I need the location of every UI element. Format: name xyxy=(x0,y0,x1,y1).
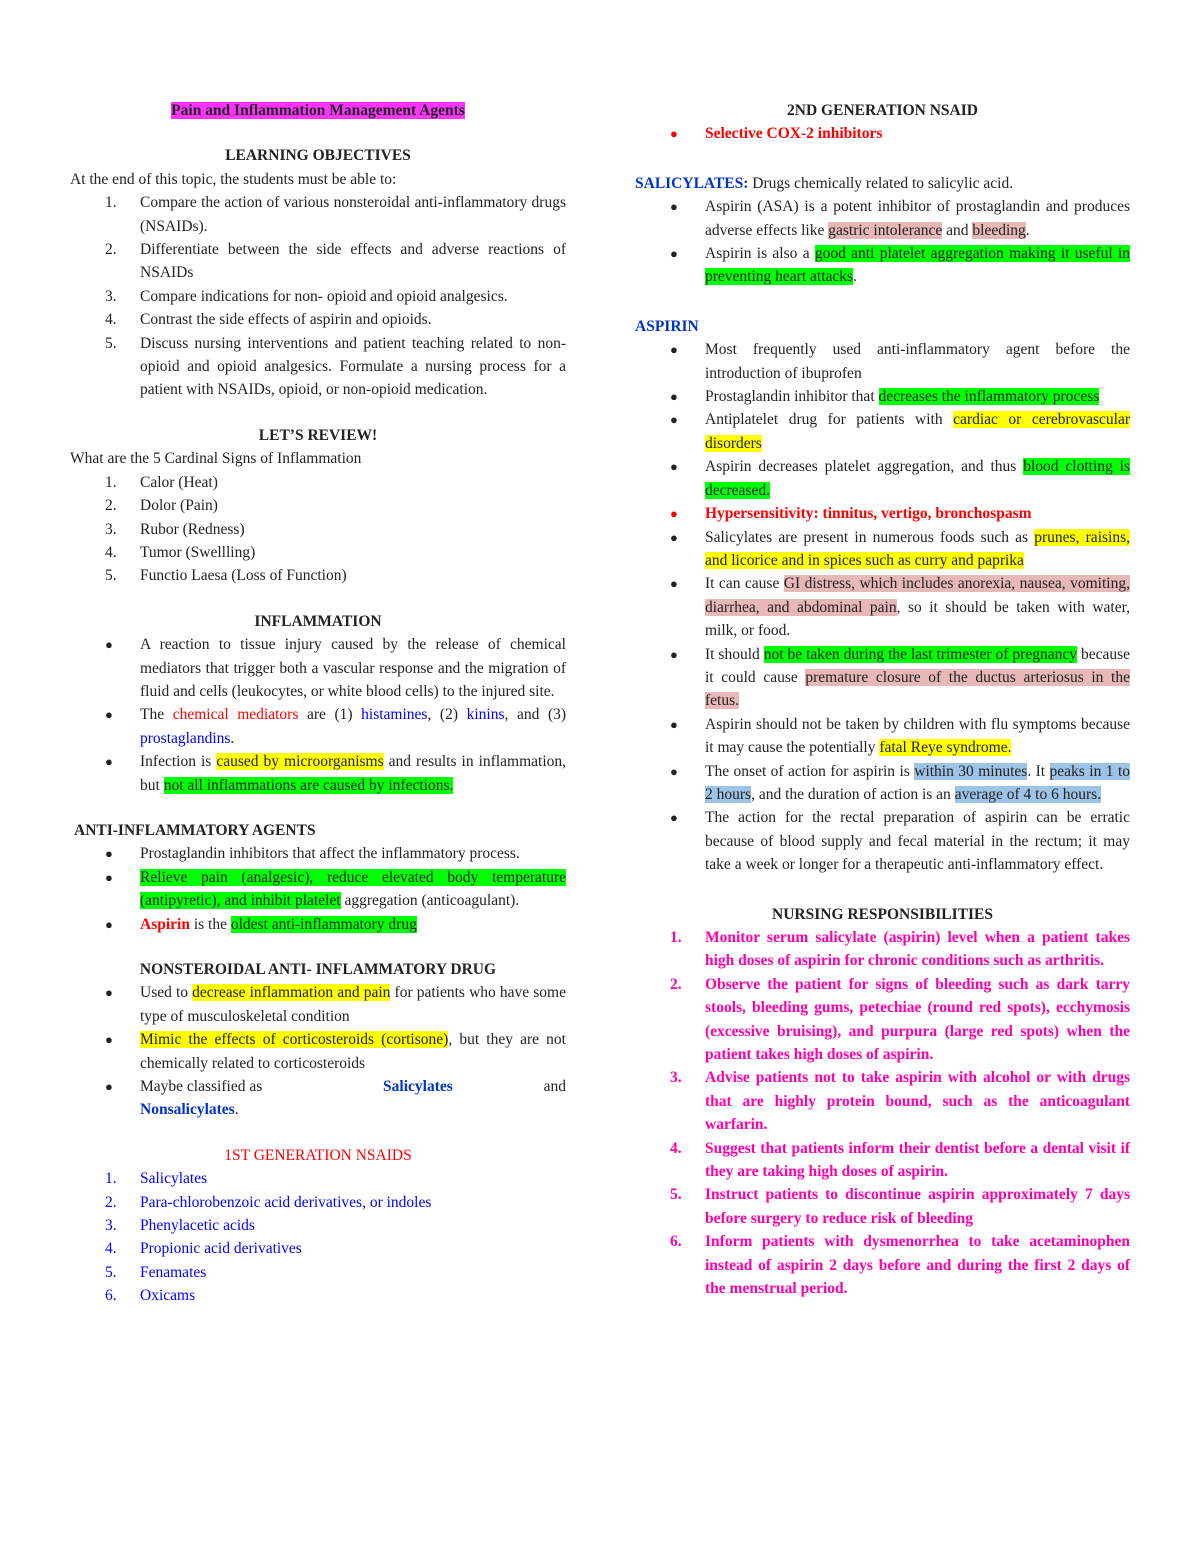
right-column xyxy=(635,97,1130,1301)
bullet-icon: ● xyxy=(670,126,678,142)
bullet-icon: ● xyxy=(105,869,113,885)
bullet-icon: ● xyxy=(670,459,678,475)
list-item: 3. Advise patients not to take aspirin with alcohol or with drugs that are highly protein bound, such as the anticoagulant warfarin. xyxy=(670,1069,1130,1134)
second-gen-list xyxy=(635,122,1130,145)
list-item: 5. Discuss nursing interventions and patient teaching related to non-opioid and opioid analgesics. Formulate a nursing process for a patient with NSAIDs, opioid, or non-opioid medication. xyxy=(105,334,566,399)
left-column xyxy=(70,97,566,1308)
list-item: 2. Para-chlorobenzoic acid derivatives, or indoles xyxy=(105,1193,432,1211)
bullet-icon: ● xyxy=(670,576,678,592)
document-title xyxy=(70,99,566,122)
list-item: 3. Phenylacetic acids xyxy=(105,1217,255,1235)
bullet-icon: ● xyxy=(105,1079,113,1095)
salicylates-definition: SALICYLATES: Drugs chemically related to salicylic acid. xyxy=(635,174,1014,192)
bullet-icon: ● xyxy=(670,199,678,215)
list-item: ● The action for the rectal preparation of aspirin can be erratic because of blood supply and fecal material in the rectum; it may take a week or longer for a therapeutic anti-inflammatory effect. xyxy=(705,806,1130,876)
inflammation-heading: INFLAMMATION xyxy=(254,612,382,630)
objectives-heading: LEARNING OBJECTIVES xyxy=(225,147,411,165)
list-item: 5. Functio Laesa (Loss of Function) xyxy=(105,567,347,585)
list-item: 5. Instruct patients to discontinue aspirin approximately 7 days before surgery to reduce risk of bleeding xyxy=(670,1186,1130,1227)
first-gen-heading: 1ST GENERATION NSAIDS xyxy=(224,1146,412,1164)
bullet-icon: ● xyxy=(670,412,678,428)
bullet-icon: ● xyxy=(670,763,678,779)
bullet-icon: ● xyxy=(105,846,113,862)
list-item: ● It can cause GI distress, which includes anorexia, nausea, vomiting, diarrhea, and abdominal pain, so it should be taken with water, milk, or food. xyxy=(705,572,1130,642)
review-heading: LET’S REVIEW! xyxy=(258,426,378,444)
inflammation-list xyxy=(70,633,566,797)
list-item: ● Prostaglandin inhibitor that decreases the inflammatory process xyxy=(705,385,1130,408)
objectives-list xyxy=(70,191,566,402)
first-gen-list xyxy=(70,1167,566,1307)
bullet-icon: ● xyxy=(670,646,678,662)
list-item: ● Antiplatelet drug for patients with cardiac or cerebrovascular disorders xyxy=(705,408,1130,455)
list-item: 3. Rubor (Redness) xyxy=(105,520,245,538)
bullet-icon: ● xyxy=(670,716,678,732)
bullet-icon: ● xyxy=(105,707,113,723)
list-item: 3. Compare indications for non- opioid and opioid analgesics. xyxy=(105,287,508,305)
nursing-list xyxy=(635,926,1130,1301)
salicylates-list xyxy=(635,195,1130,289)
list-item: 1. Monitor serum salicylate (aspirin) level when a patient takes high doses of aspirin for chronic conditions such as arthritis. xyxy=(670,929,1130,970)
bullet-icon: ● xyxy=(105,637,113,653)
list-item: 4. Tumor (Swellling) xyxy=(105,543,256,561)
list-item: 2. Observe the patient for signs of bleeding such as dark tarry stools, bleeding gums, petechiae (round red spots), ecchymosis (excessive bruising), and purpura (large red spots) when the patient takes high doses of aspirin. xyxy=(670,975,1130,1064)
list-item: ● Most frequently used anti-inflammatory agent before the introduction of ibuprofen xyxy=(705,338,1130,385)
list-item: 2. Dolor (Pain) xyxy=(105,497,218,515)
list-item: ● Salicylates are present in numerous foods such as prunes, raisins, and licorice and in spices such as curry and paprika xyxy=(705,526,1130,573)
bullet-icon: ● xyxy=(670,529,678,545)
list-item: 6. Oxicams xyxy=(105,1287,196,1305)
list-item: ● Aspirin is the oldest anti-inflammatory drug xyxy=(140,913,566,936)
list-item: ● Aspirin is also a good anti platelet aggregation making it useful in preventing heart attacks. xyxy=(705,242,1130,289)
list-item: ● It should not be taken during the last trimester of pregnancy because it could cause premature closure of the ductus arteriosus in the fetus. xyxy=(705,643,1130,713)
list-item: 4. Contrast the side effects of aspirin and opioids. xyxy=(105,311,432,329)
list-item: ● A reaction to tissue injury caused by the release of chemical mediators that trigger both a vascular response and the migration of fluid and cells (leukocytes, or white blood cells) to the injured site. xyxy=(140,633,566,703)
nsaid-list xyxy=(70,981,566,1121)
anti-inflammatory-heading: ANTI-INFLAMMATORY AGENTS xyxy=(74,821,316,839)
bullet-icon: ● xyxy=(670,389,678,405)
list-item: ● Infection is caused by microorganisms and results in inflammation, but not all inflammations are caused by infections. xyxy=(140,750,566,797)
list-item: ● Aspirin should not be taken by children with flu symptoms because it may cause the potentially fatal Reye syndrome. xyxy=(705,713,1130,760)
aspirin-heading: ASPIRIN xyxy=(635,317,699,335)
list-item: 5. Fenamates xyxy=(105,1263,207,1281)
bullet-icon: ● xyxy=(105,1032,113,1048)
list-item: 1. Calor (Heat) xyxy=(105,473,218,491)
second-gen-heading: 2ND GENERATION NSAID xyxy=(787,102,978,119)
list-item: 1. Salicylates xyxy=(105,1170,208,1188)
list-item: ● Relieve pain (analgesic), reduce elevated body temperature (antipyretic), and inhibit platelet aggregation (anticoagulant). xyxy=(140,866,566,913)
list-item: ● The onset of action for aspirin is within 30 minutes. It peaks in 1 to 2 hours, and the duration of action is an average of 4 to 6 hours. xyxy=(705,760,1130,807)
bullet-icon: ● xyxy=(105,985,113,1001)
review-intro: What are the 5 Cardinal Signs of Inflammation xyxy=(70,450,362,468)
list-item: 6. Inform patients with dysmenorrhea to take acetaminophen instead of aspirin 2 days before and during the first 2 days of the menstrual period. xyxy=(670,1233,1130,1298)
anti-inflammatory-list xyxy=(70,842,566,936)
list-item: 4. Suggest that patients inform their dentist before a dental visit if they are taking high doses of aspirin. xyxy=(670,1139,1130,1181)
list-item: 2. Differentiate between the side effects and adverse reactions of NSAIDs xyxy=(105,241,566,282)
list-item: ● Mimic the effects of corticosteroids (cortisone), but they are not chemically related to corticosteroids xyxy=(140,1028,566,1075)
list-item: ● Hypersensitivity: tinnitus, vertigo, bronchospasm xyxy=(705,502,1130,525)
list-item: 1. Compare the action of various nonsteroidal anti-inflammatory drugs (NSAIDs). xyxy=(105,194,566,235)
document-title-text: Pain and Inflammation Management Agents xyxy=(171,102,465,119)
objectives-intro: At the end of this topic, the students must be able to: xyxy=(70,170,397,188)
bullet-icon: ● xyxy=(670,246,678,262)
list-item: ● Aspirin (ASA) is a potent inhibitor of prostaglandin and produces adverse effects like gastric intolerance and bleeding. xyxy=(705,195,1130,242)
list-item: ● Selective COX-2 inhibitors xyxy=(705,122,1130,145)
list-item: ● The chemical mediators are (1) histamines, (2) kinins, and (3) prostaglandins. xyxy=(140,703,566,750)
bullet-icon: ● xyxy=(670,342,678,358)
bullet-icon: ● xyxy=(105,754,113,770)
list-item: ● Aspirin decreases platelet aggregation, and thus blood clotting is decreased. xyxy=(705,455,1130,502)
nsaid-heading: NONSTEROIDAL ANTI- INFLAMMATORY DRUG xyxy=(139,961,497,978)
bullet-icon: ● xyxy=(670,810,678,826)
list-item: ● Prostaglandin inhibitors that affect the inflammatory process. xyxy=(140,842,566,865)
list-item: 4. Propionic acid derivatives xyxy=(105,1240,302,1258)
bullet-icon: ● xyxy=(670,506,678,522)
list-item: ● Maybe classified as Salicylates and Nonsalicylates. xyxy=(140,1075,566,1122)
aspirin-list xyxy=(635,338,1130,876)
bullet-icon: ● xyxy=(105,916,113,932)
list-item: ● Used to decrease inflammation and pain for patients who have some type of musculoskeletal condition xyxy=(140,981,566,1028)
nursing-heading: NURSING RESPONSIBILITIES xyxy=(772,905,993,923)
cardinal-signs-list xyxy=(70,471,566,588)
